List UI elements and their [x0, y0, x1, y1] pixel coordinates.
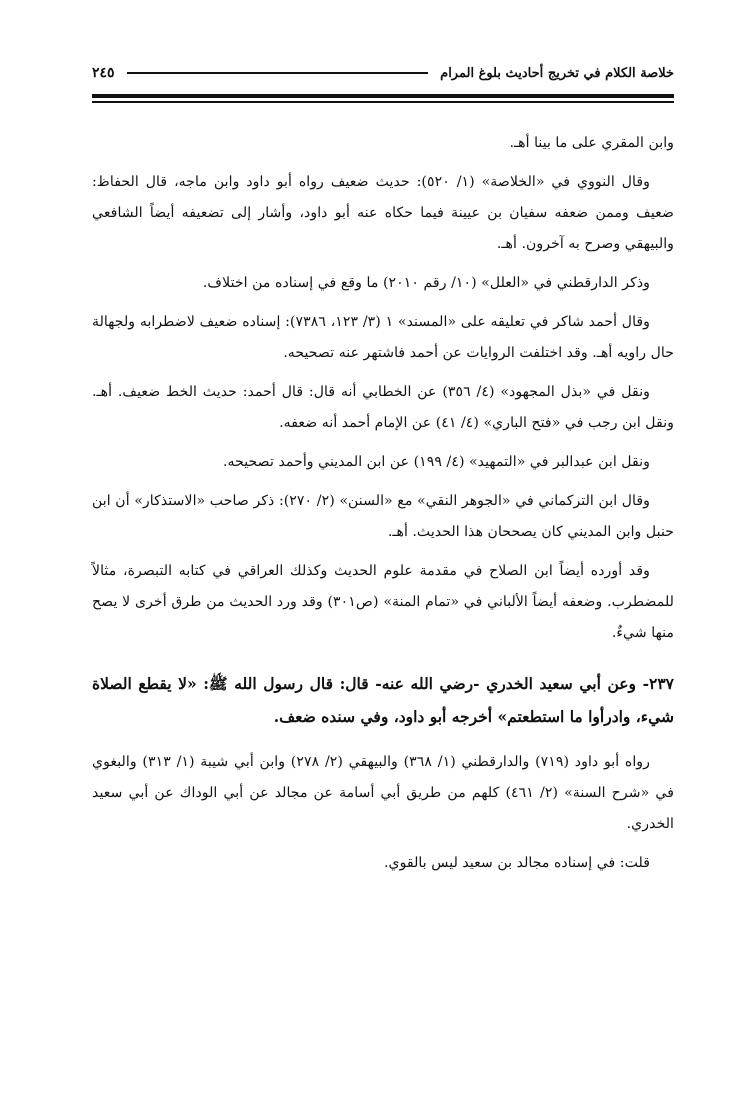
paragraph: وقال ابن التركماني في «الجوهر النقي» مع «السنن» (٢/ ٢٧٠): ذكر صاحب «الاستذكار» أن ابن حنبل وابن المديني كان يصححان هذا الحديث. أهـ.	[92, 493, 674, 540]
paragraph: وابن المقري على ما بينا أهـ.	[509, 135, 674, 151]
page-body	[92, 128, 674, 887]
paragraph: رواه أبو داود (٧١٩) والدارقطني (١/ ٣٦٨) والبيهقي (٢/ ٢٧٨) وابن أبي شيبة (١/ ٣١٣) والبغوي في «شرح السنة» (٢/ ٤٦١) كلهم من طريق أبي أسامة عن مجالد عن أبي الوداك عن أبي سعيد الخدري.	[92, 754, 674, 832]
paragraph: وقال النووي في «الخلاصة» (١/ ٥٢٠): حديث ضعيف رواه أبو داود وابن ماجه، قال الحفاظ: ضعيف وممن ضعفه سفيان بن عيينة فيما حكاه عنه أبو داود، وأشار إلى تضعيفه أيضاً الشافعي والبيهقي وصرح به آخرون. أهـ.	[92, 174, 674, 252]
paragraph: وذكر الدارقطني في «العلل» (١٠/ رقم ٢٠١٠) ما وقع في إسناده من اختلاف.	[202, 275, 650, 291]
paragraph: ونقل في «بذل المجهود» (٤/ ٣٥٦) عن الخطابي أنه قال: قال أحمد: حديث الخط ضعيف. أهـ. ونقل ابن رجب في «فتح الباري» (٤/ ٤١) عن الإمام أحمد أنه ضعفه.	[92, 384, 674, 431]
page-header	[92, 58, 674, 88]
paragraph: ونقل ابن عبدالبر في «التمهيد» (٤/ ١٩٩) عن ابن المديني وأحمد تصحيحه.	[222, 454, 650, 470]
paragraph: قلت: في إسناده مجالد بن سعيد ليس بالقوي.	[383, 855, 650, 871]
header-rule	[127, 72, 429, 74]
paragraph: وقال أحمد شاكر في تعليقه على «المسند» ١ (٣/ ١٢٣، ٧٣٨٦): إسناده ضعيف لاضطرابه ولجهالة حال راويه أهـ. وقد اختلفت الروايات عن أحمد فاشتهر عنه تصحيحه.	[92, 314, 674, 361]
paragraph: وقد أورده أيضاً ابن الصلاح في مقدمة علوم الحديث وكذلك العراقي في كتابه التبصرة، مثالاً للمضطرب. وضعفه أيضاً الألباني في «تمام المنة» (ص٣٠١) وقد ورد الحديث من طرق أخرى لا يصح منها شيءٌ.	[92, 563, 674, 641]
header-divider-thick	[92, 94, 674, 98]
hadith-text: ٢٣٧- وعن أبي سعيد الخدري -رضي الله عنه- قال: قال رسول الله ﷺ: «لا يقطع الصلاة شيء، وادرأوا ما استطعتم» أخرجه أبو داود، وفي سنده ضعف.	[92, 674, 674, 726]
running-title: خلاصة الكلام في تخريج أحاديث بلوغ المرام	[440, 65, 674, 81]
page-number: ٢٤٥	[92, 65, 115, 81]
header-divider-thin	[92, 101, 674, 103]
